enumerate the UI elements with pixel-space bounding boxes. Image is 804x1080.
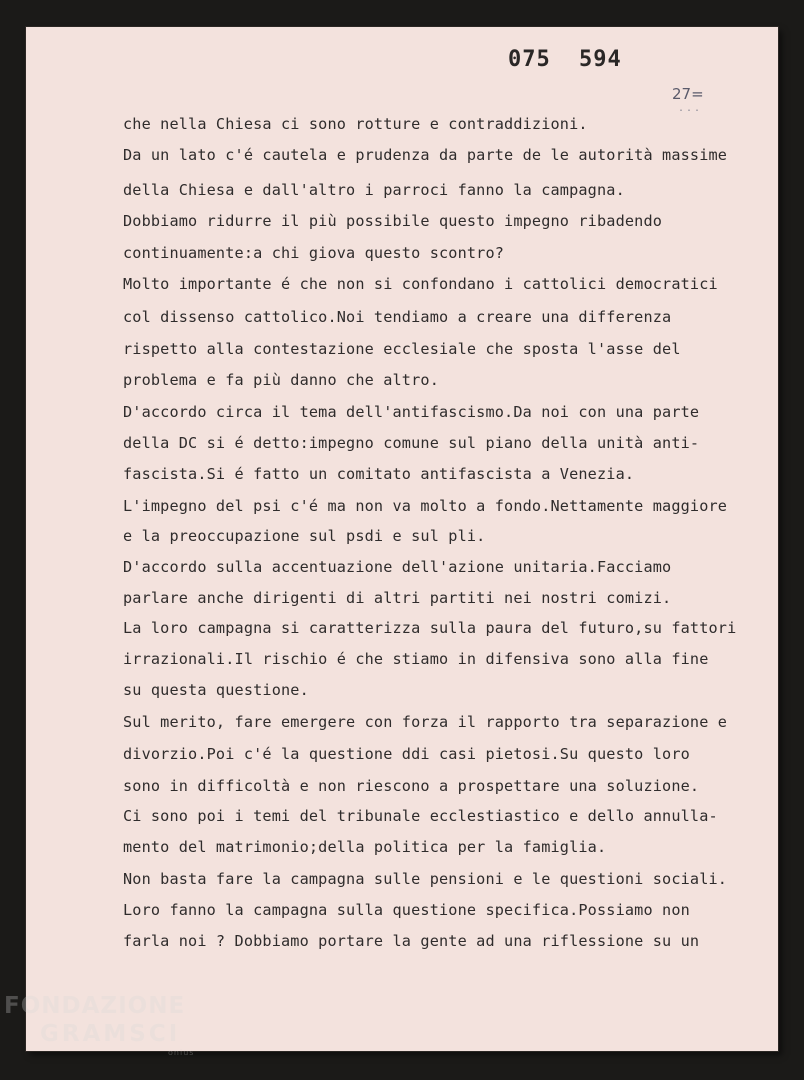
text-line: Non basta fare la campagna sulle pensioni e le questioni sociali. xyxy=(123,870,728,888)
text-line: mento del matrimonio;della politica per la famiglia. xyxy=(123,838,607,856)
document-page xyxy=(26,27,778,1051)
text-line: problema e fa più danno che altro. xyxy=(123,371,439,389)
watermark-line-3: onlus xyxy=(168,1048,195,1057)
text-line: e la preoccupazione sul psdi e sul pli. xyxy=(123,527,486,545)
watermark-line-2: GRAMSCI xyxy=(40,1021,181,1047)
archive-number: 075 594 xyxy=(508,47,622,72)
text-line: D'accordo circa il tema dell'antifascismo.Da noi con una parte xyxy=(123,403,700,421)
text-line: Dobbiamo ridurre il più possibile questo impegno ribadendo xyxy=(123,212,663,230)
text-line: Loro fanno la campagna sulla questione specifica.Possiamo non xyxy=(123,901,690,919)
text-line: parlare anche dirigenti di altri partiti nei nostri comizi. xyxy=(123,589,672,607)
text-line: della Chiesa e dall'altro i parroci fanno la campagna. xyxy=(123,181,625,199)
watermark-line-1: FONDAZIONE xyxy=(4,993,186,1019)
page-number: 27= xyxy=(672,85,704,103)
text-line: Molto importante é che non si confondano i cattolici democratici xyxy=(123,275,718,293)
text-line: col dissenso cattolico.Noi tendiamo a creare una differenza xyxy=(123,308,672,326)
text-line: della DC si é detto:impegno comune sul piano della unità anti- xyxy=(123,434,700,452)
text-line: La loro campagna si caratterizza sulla paura del futuro,su fattori xyxy=(123,619,737,637)
text-line: fascista.Si é fatto un comitato antifascista a Venezia. xyxy=(123,465,635,483)
text-line: farla noi ? Dobbiamo portare la gente ad una riflessione su un xyxy=(123,932,700,950)
text-line: continuamente:a chi giova questo scontro? xyxy=(123,244,505,262)
text-line: D'accordo sulla accentuazione dell'azione unitaria.Facciamo xyxy=(123,558,672,576)
text-line: Ci sono poi i temi del tribunale ecclestiastico e dello annulla- xyxy=(123,807,718,825)
text-line: sono in difficoltà e non riescono a prospettare una soluzione. xyxy=(123,777,700,795)
page-number-dots: ... xyxy=(678,103,703,114)
fondazione-gramsci-watermark xyxy=(4,992,194,1058)
text-line: irrazionali.Il rischio é che stiamo in difensiva sono alla fine xyxy=(123,650,709,668)
text-line: Sul merito, fare emergere con forza il rapporto tra separazione e xyxy=(123,713,728,731)
text-line: Da un lato c'é cautela e prudenza da parte de le autorità massime xyxy=(123,146,728,164)
text-line: L'impegno del psi c'é ma non va molto a fondo.Nettamente maggiore xyxy=(123,497,728,515)
text-line: su questa questione. xyxy=(123,681,309,699)
text-line: divorzio.Poi c'é la questione ddi casi pietosi.Su questo loro xyxy=(123,745,690,763)
text-line: che nella Chiesa ci sono rotture e contraddizioni. xyxy=(123,115,588,133)
text-line: rispetto alla contestazione ecclesiale che sposta l'asse del xyxy=(123,340,681,358)
